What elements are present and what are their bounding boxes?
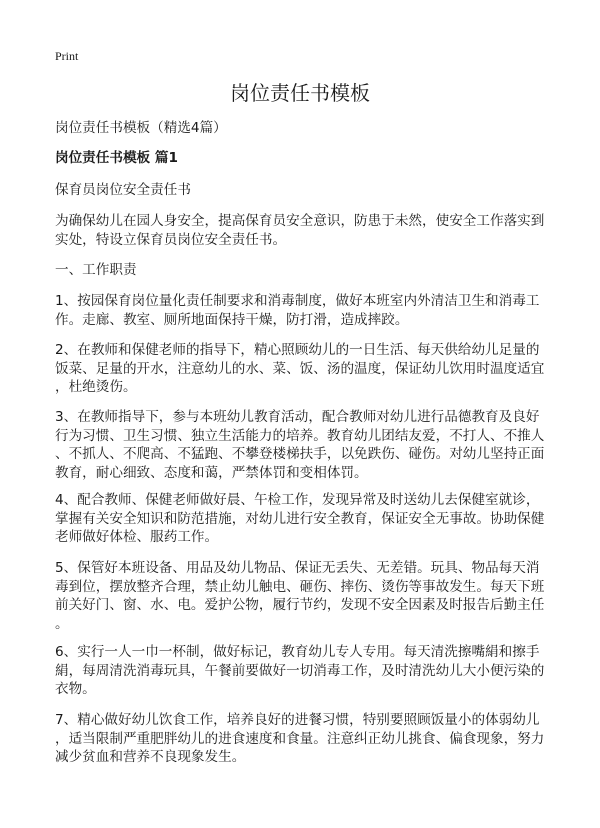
text-line: 、不抓人、不爬高、不猛跑、不攀登楼梯扶手，以免跌伤、碰伤。对幼儿坚持正面 — [55, 446, 545, 462]
text-line: 7、精心做好幼儿饮食工作，培养良好的进餐习惯，特别要照顾饭量小的体弱幼儿 — [55, 712, 540, 728]
part-heading: 一、工作职责 — [55, 262, 137, 278]
text-line: ，适当限制严重肥胖幼儿的进食速度和食量。注意纠正幼儿挑食、偏食现象，努力 — [55, 730, 545, 747]
duty-item-2 — [55, 341, 555, 397]
text-line: 实处，特设立保育员岗位安全责任书。 — [55, 231, 287, 248]
text-line: 。 — [55, 615, 69, 632]
text-line: 6、实行一人一巾一杯制，做好标记，教育幼儿专人专用。每天清洗擦嘴絹和擦手 — [55, 644, 540, 660]
duty-item-6 — [55, 643, 555, 699]
text-line: 2、在教师和保健老师的指导下，精心照顾幼儿的一日生活、每天供给幼儿足量的 — [55, 342, 540, 358]
text-line: 作。走廊、教室、厕所地面保持干燥，防打滑，造成摔跤。 — [55, 311, 409, 328]
duty-item-4 — [55, 491, 555, 547]
text-line: 行为习惯、卫生习惯、独立生活能力的培养。教育幼儿团结友爱，不打人、不推人 — [55, 427, 545, 444]
document-title: 保育员岗位安全责任书 — [55, 182, 191, 198]
text-line: 毒到位，摆放整齐合理，禁止幼儿触电、砸伤、摔伤、烫伤等事故发生。每天下班 — [55, 578, 545, 595]
intro-paragraph — [55, 212, 555, 249]
section-heading: 岗位责任书模板 篇1 — [55, 150, 178, 166]
subtitle: 岗位责任书模板（精选4篇） — [55, 120, 227, 136]
duty-item-3 — [55, 408, 555, 482]
text-line: 掌握有关安全知识和防范措施，对幼儿进行安全教育，保证安全无事故。协助保健 — [55, 510, 545, 527]
text-line: 教育，耐心细致、态度和蔼，严禁体罚和变相体罚。 — [55, 464, 368, 481]
text-line: 絹，每周清洗消毒玩具，午餐前要做好一切消毒工作，及时清洗幼儿大小便污染的 — [55, 662, 545, 679]
text-line: 老师做好体检、服药工作。 — [55, 529, 219, 545]
text-line: 4、配合教师、保健老师做好晨、午检工作，发现异常及时送幼儿去保健室就诊， — [55, 492, 540, 508]
duty-item-1 — [55, 292, 555, 329]
text-line: 5、保管好本班设备、用品及幼儿物品、保证无丢失、无差错。玩具、物品每天消 — [55, 560, 540, 576]
text-line: 减少贫血和营养不良现象发生。 — [55, 749, 246, 765]
text-line: 3、在教师指导下，参与本班幼儿教育活动，配合教师对幼儿进行品德教育及良好 — [55, 409, 540, 425]
text-line: 饭菜、足量的开水，注意幼儿的水、菜、饭、汤的温度，保证幼儿饮用时温度适宜 — [55, 360, 545, 377]
print-link[interactable]: Print — [55, 49, 79, 63]
page-title: 岗位责任书模板 — [230, 81, 370, 105]
text-line: 衣物。 — [55, 681, 96, 697]
text-line: ，杜绝烫伤。 — [55, 379, 137, 395]
text-line: 为确保幼儿在园人身安全，提高保育员安全意识，防患于未然，使安全工作落实到 — [55, 213, 545, 229]
text-line: 1、按园保育岗位量化责任制要求和消毒制度，做好本班室内外清洁卫生和消毒工 — [55, 293, 540, 309]
duty-item-7 — [55, 711, 555, 767]
duty-item-5 — [55, 559, 555, 633]
text-line: 前关好门、窗、水、电。爱护公物，履行节约，发现不安全因素及时报告后勤主任 — [55, 597, 545, 613]
